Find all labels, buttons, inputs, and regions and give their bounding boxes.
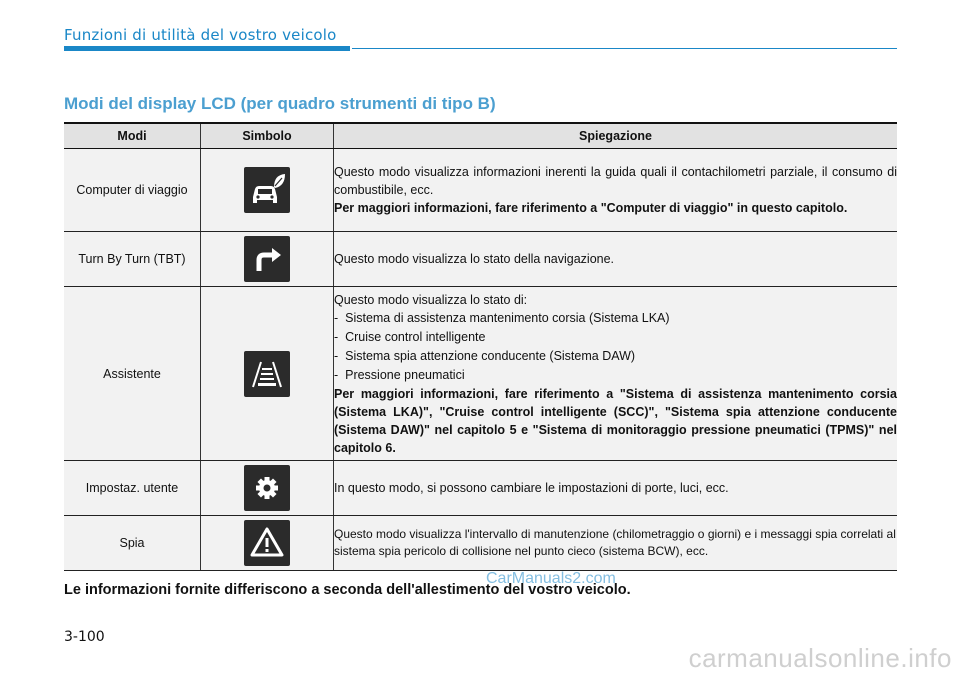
symbol-cell [201,232,334,287]
turn-right-arrow-icon [244,236,290,282]
section-title: Funzioni di utilità del vostro veicolo [64,26,337,44]
list-item: - Sistema di assistenza mantenimento corsia (Sistema LKA) [334,310,670,325]
list-item: - Pressione pneumatici [334,367,465,382]
explanation-cell [334,149,898,232]
column-header-modes: Modi [64,123,201,149]
table-header-row [64,123,897,149]
table-row-user-settings [64,461,897,516]
reference-note: Per maggiori informazioni, fare riferimento a "Computer di viaggio" in questo capitolo. [334,201,848,215]
table-row-trip-computer [64,149,897,232]
header-rule-thick [64,46,350,51]
header-rule-thin [352,48,897,49]
explanation-text: Questo modo visualizza lo stato di: [334,292,528,307]
symbol-cell [201,149,334,232]
watermark-footer: carmanualsonline.info [688,643,952,673]
watermark-overlay: CarManuals2.com [486,570,616,587]
list-item: - Sistema spia attenzione conducente (Sistema DAW) [334,348,636,363]
explanation-text: In questo modo, si possono cambiare le impostazioni di porte, luci, ecc. [334,481,729,495]
explanation-cell [334,461,898,516]
lcd-modes-table [64,122,897,571]
footnote: Le informazioni fornite differiscono a seconda dell'allestimento del vostro veicolo. [64,582,631,598]
explanation-text: Questo modo visualizza informazioni inerenti la guida quali il contachilometri parziale, il consumo di combustibile, ecc. [334,165,897,197]
explanation-cell [334,516,898,571]
explanation-text: Questo modo visualizza lo stato della navigazione. [334,252,615,266]
symbol-cell [201,516,334,571]
page-heading: Modi del display LCD (per quadro strumenti di tipo B) [64,94,496,113]
column-header-symbol: Simbolo [201,123,334,149]
explanation-text: Questo modo visualizza l'intervallo di manutenzione (chilometraggio o giorni) e i messaggi spia correlati al sistema spia pericolo di collisione nel punto cieco (sistema BCW), ecc. [334,527,896,558]
column-header-explanation: Spiegazione [334,123,898,149]
lane-assist-icon [244,351,290,397]
reference-note: Per maggiori informazioni, fare riferimento a "Sistema di assistenza mantenimento corsia (Sistema LKA)", "Cruise control intelligente (SCC)", "Sistema spia attenzione conducente (Sistema DAW)" nel capitolo 5 e "Sistema di monitoraggio pressione pneumatici (TPMS)" nel capitolo 6. [334,386,897,455]
mode-name: Computer di viaggio [64,149,201,232]
car-leaf-icon [244,167,290,213]
symbol-cell [201,461,334,516]
symbol-cell [201,287,334,461]
mode-name: Assistente [64,287,201,461]
list-item: - Cruise control intelligente [334,329,486,344]
mode-name: Spia [64,516,201,571]
table-row-warning [64,516,897,571]
gear-icon [244,465,290,511]
warning-triangle-icon [244,520,290,566]
mode-name: Impostaz. utente [64,461,201,516]
page-number: 3-100 [64,629,105,645]
mode-name: Turn By Turn (TBT) [64,232,201,287]
table-row-tbt [64,232,897,287]
explanation-cell [334,287,898,461]
explanation-cell [334,232,898,287]
table-row-assistant [64,287,897,461]
